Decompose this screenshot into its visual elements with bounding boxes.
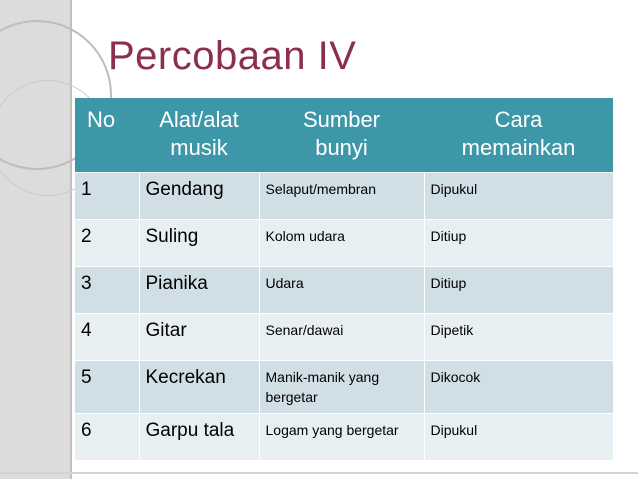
table-row: [75, 314, 613, 361]
table-row: [75, 414, 613, 461]
cell-no: 1: [75, 173, 139, 220]
header-cara-memainkan: [424, 98, 613, 173]
cell-no: 5: [75, 361, 139, 414]
cell-sumber-bunyi: Selaput/membran: [259, 173, 424, 220]
cell-alat-musik: Gendang: [139, 173, 259, 220]
cell-alat-musik: Gitar: [139, 314, 259, 361]
header-cara-line1: Cara: [494, 107, 543, 132]
table-row: [75, 361, 613, 414]
header-sumber-line1: Sumber: [302, 107, 381, 132]
header-no-label: No: [87, 107, 116, 132]
header-sumber-bunyi: [259, 98, 424, 173]
cell-cara-memainkan: Dipukul: [424, 414, 613, 461]
slide-title: Percobaan IV: [108, 34, 357, 78]
cell-sumber-bunyi: Kolom udara: [259, 220, 424, 267]
cell-sumber-bunyi: Logam yang bergetar: [259, 414, 424, 461]
cell-alat-musik: Garpu tala: [139, 414, 259, 461]
cell-alat-musik: Suling: [139, 220, 259, 267]
cell-cara-memainkan: Ditiup: [424, 267, 613, 314]
table-row: [75, 173, 613, 220]
cell-cara-memainkan: Dikocok: [424, 361, 613, 414]
cell-alat-musik: Pianika: [139, 267, 259, 314]
table-row: [75, 220, 613, 267]
cell-no: 6: [75, 414, 139, 461]
header-alat-line1: Alat/alat: [159, 107, 239, 132]
cell-sumber-bunyi: Udara: [259, 267, 424, 314]
cell-no: 3: [75, 267, 139, 314]
cell-cara-memainkan: Dipukul: [424, 173, 613, 220]
instrument-table: [75, 98, 613, 460]
header-sumber-line2: bunyi: [315, 135, 368, 160]
cell-no: 2: [75, 220, 139, 267]
header-cara-line2: memainkan: [461, 135, 576, 160]
cell-sumber-bunyi: Senar/dawai: [259, 314, 424, 361]
header-alat-line2: musik: [170, 135, 228, 160]
cell-alat-musik: Kecrekan: [139, 361, 259, 414]
header-alat-musik: [139, 98, 259, 173]
decorative-bottom-line: [0, 472, 638, 474]
table-header-row: [75, 98, 613, 173]
cell-no: 4: [75, 314, 139, 361]
table-row: [75, 267, 613, 314]
cell-cara-memainkan: Ditiup: [424, 220, 613, 267]
cell-sumber-bunyi: Manik-manik yang bergetar: [259, 361, 424, 414]
header-no: [75, 98, 139, 173]
cell-cara-memainkan: Dipetik: [424, 314, 613, 361]
